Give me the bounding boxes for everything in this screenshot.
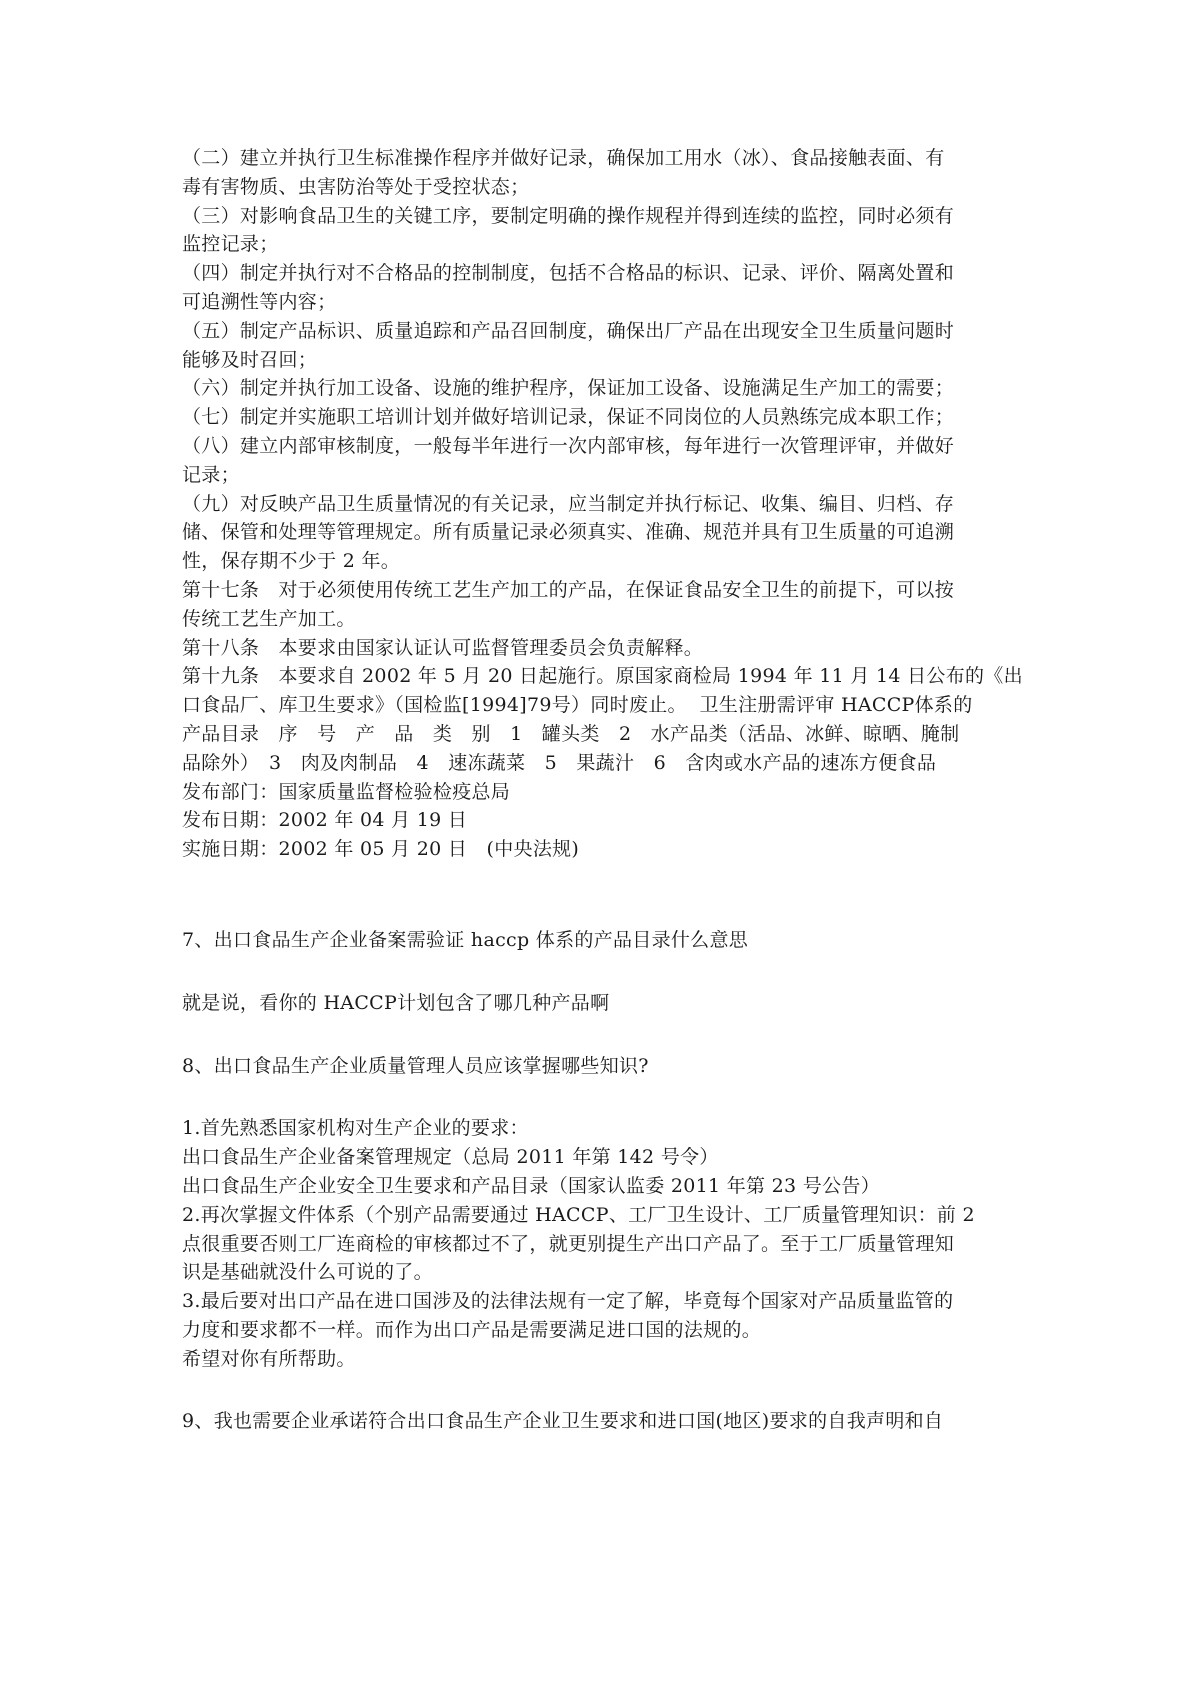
text-line: 储、保管和处理等管理规定。所有质量记录必须真实、准确、规范并具有卫生质量的可追溯 [182,521,955,544]
text-line: 监控记录； [182,233,279,256]
text-line: （二）建立并执行卫生标准操作程序并做好记录，确保加工用水（冰）、食品接触表面、有 [182,147,945,169]
text-line: （六）制定并执行加工设备、设施的维护程序，保证加工设备、设施满足生产加工的需要； [182,377,955,400]
effective-date-line: 实施日期：2002 年 05 月 20 日 (中央法规) [182,838,580,861]
text-line: 口食品厂、库卫生要求》（国检监[1994]79号）同时废止。 卫生注册需评审 HACCP体系的 [182,694,973,717]
text-line: 性，保存期不少于 2 年。 [182,550,401,573]
question-9: 9、我也需要企业承诺符合出口食品生产企业卫生要求和进口国(地区)要求的自我声明和自 [182,1410,944,1433]
text-line: 1.首先熟悉国家机构对生产企业的要求： [182,1117,529,1140]
text-line: 第十八条 本要求由国家认证认可监督管理委员会负责解释。 [182,636,704,659]
text-line: 记录； [182,463,240,486]
publisher-line: 发布部门：国家质量监督检验检疫总局 [182,780,511,803]
text-line: （三）对影响食品卫生的关键工序，要制定明确的操作规程并得到连续的监控，同时必须有 [182,204,955,227]
text-line: 能够及时召回； [182,348,318,371]
text-line: 毒有害物质、虫害防治等处于受控状态； [182,175,530,198]
text-line: 希望对你有所帮助。 [182,1347,356,1370]
text-line: （四）制定并执行对不合格品的控制制度，包括不合格品的标识、记录、评价、隔离处置和 [182,262,955,285]
text-line: 出口食品生产企业安全卫生要求和产品目录（国家认监委 2011 年第 23 号公告） [182,1174,880,1197]
text-line: 点很重要否则工厂连商检的审核都过不了，就更别提生产出口产品了。至于工厂质量管理知 [182,1232,955,1255]
text-line: 第十九条 本要求自 2002 年 5 月 20 日起施行。原国家商检局 1994 年 11 月 14 日公布的《出 [182,665,1023,688]
answer-8 [182,1114,1014,1373]
text-line: 品除外） 3 肉及肉制品 4 速冻蔬菜 5 果蔬汁 6 含肉或水产品的速冻方便食品 [182,751,937,774]
text-line: 产品目录 序 号 产 品 类 别 1 罐头类 2 水产品类（活品、冰鲜、晾晒、腌制 [182,722,960,745]
question-8: 8、出口食品生产企业质量管理人员应该掌握哪些知识? [182,1054,649,1077]
text-line: 力度和要求都不一样。而作为出口产品是需要满足进口国的法规的。 [182,1318,762,1341]
question-7: 7、出口食品生产企业备案需验证 haccp 体系的产品目录什么意思 [182,928,749,951]
regulation-text-block [182,144,1023,864]
text-line: 传统工艺生产加工。 [182,607,356,630]
publish-date-line: 发布日期：2002 年 04 月 19 日 [182,809,468,832]
answer-7: 就是说，看你的 HACCP计划包含了哪几种产品啊 [182,991,610,1014]
text-line: 3.最后要对出口产品在进口国涉及的法律法规有一定了解，毕竟每个国家对产品质量监管的 [182,1290,954,1313]
text-line: （七）制定并实施职工培训计划并做好培训记录，保证不同岗位的人员熟练完成本职工作； [182,406,955,429]
text-line: （九）对反映产品卫生质量情况的有关记录，应当制定并执行标记、收集、编目、归档、存 [182,492,955,515]
text-line: 第十七条 对于必须使用传统工艺生产加工的产品，在保证食品安全卫生的前提下，可以按 [182,578,955,601]
text-line: 识是基础就没什么可说的了。 [182,1261,433,1284]
text-line: （八）建立内部审核制度，一般每半年进行一次内部审核，每年进行一次管理评审，并做好 [182,434,955,457]
text-line: 出口食品生产企业备案管理规定（总局 2011 年第 142 号令） [182,1146,719,1169]
text-line: （五）制定产品标识、质量追踪和产品召回制度，确保出厂产品在出现安全卫生质量问题时 [182,319,955,342]
text-line: 可追溯性等内容； [182,290,337,313]
document-page [182,144,1023,1436]
text-line: 2.再次掌握文件体系（个别产品需要通过 HACCP、工厂卫生设计、工厂质量管理知识：前 2 [182,1203,975,1226]
